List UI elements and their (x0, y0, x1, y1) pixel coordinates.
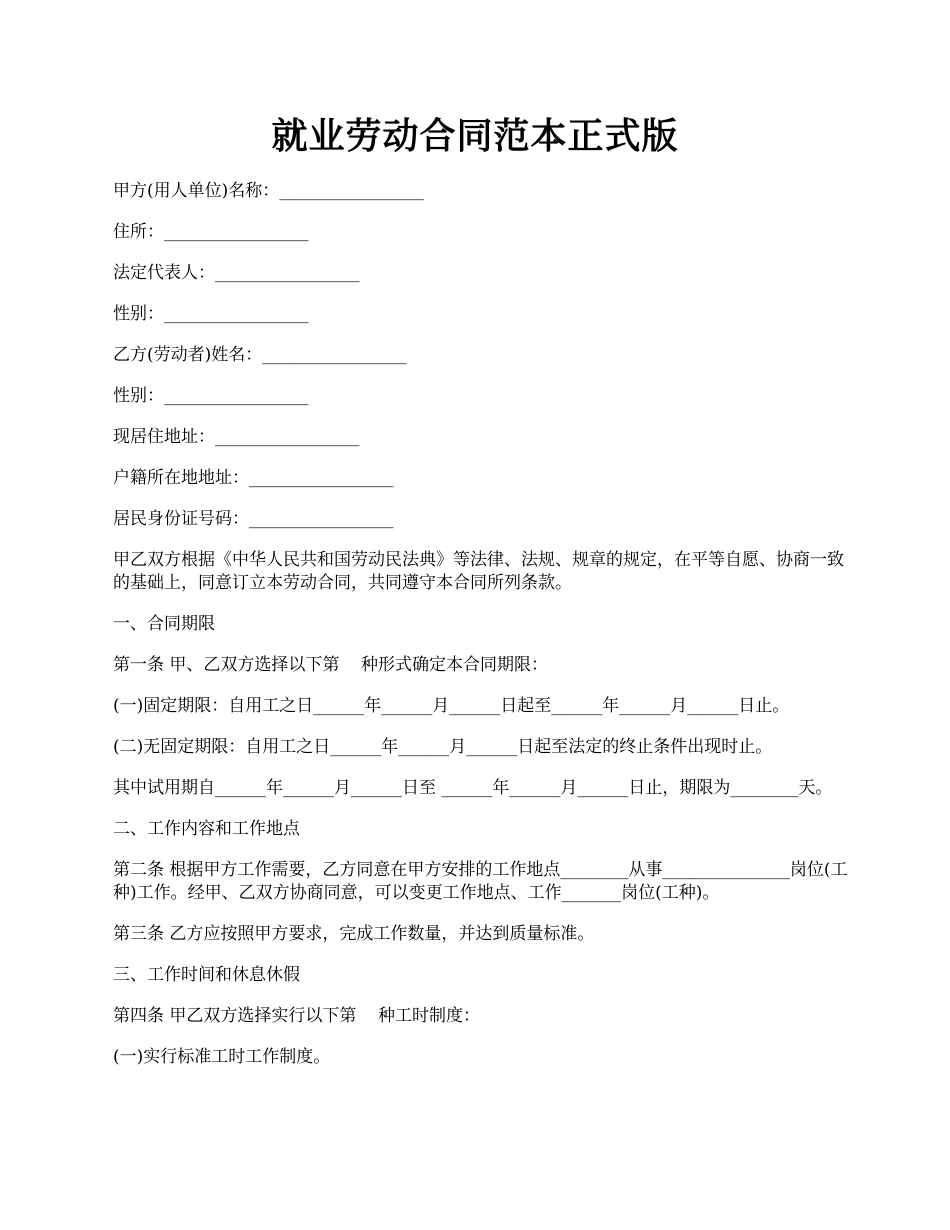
document-title: 就业劳动合同范本正式版 (271, 115, 679, 157)
open-term-option: (二)无固定期限：自用工之日______年______月______日起至法定的终止条件出现时止。 (113, 737, 773, 757)
article-4: 第四条 甲乙双方选择实行以下第 种工时制度： (113, 1006, 481, 1026)
current-address: 现居住地址：_________________ (113, 427, 360, 447)
party-a-gender: 性别：_________________ (113, 304, 309, 324)
section-heading-work-content: 二、工作内容和工作地点 (113, 819, 300, 839)
article-3: 第三条 乙方应按照甲方要求，完成工作数量，并达到质量标准。 (113, 924, 595, 944)
fixed-term-option: (一)固定期限：自用工之日______年______月______日起至______年______月______日止。 (113, 696, 790, 716)
id-number: 居民身份证号码：_________________ (113, 509, 394, 529)
article-1: 第一条 甲、乙双方选择以下第 种形式确定本合同期限： (113, 655, 549, 675)
article-2: 第二条 根据甲方工作需要，乙方同意在甲方安排的工作地点________从事_______________岗位(工种)工作。经甲、乙双方协商同意，可以变更工作地点、工作_______岗位(工种)。 (113, 860, 848, 903)
household-address: 户籍所在地地址：_________________ (113, 468, 394, 488)
party-b-gender: 性别：_________________ (113, 386, 309, 406)
section-heading-contract-term: 一、合同期限 (113, 614, 215, 634)
document-body (113, 180, 848, 1087)
preamble-paragraph: 甲乙双方根据《中华人民共和国劳动民法典》等法律、法规、规章的规定，在平等自愿、协商一致的基础上，同意订立本劳动合同，共同遵守本合同所列条款。 (113, 550, 844, 593)
section-heading-work-hours: 三、工作时间和休息休假 (113, 965, 300, 985)
party-b-name: 乙方(劳动者)姓名：_________________ (113, 345, 407, 365)
standard-hours-option: (一)实行标准工时工作制度。 (113, 1047, 331, 1067)
party-a-name: 甲方(用人单位)名称：_________________ (113, 181, 424, 201)
legal-representative: 法定代表人：_________________ (113, 263, 360, 283)
party-a-address: 住所：_________________ (113, 222, 309, 242)
probation-period: 其中试用期自______年______月______日至 ______年______月______日止，期限为________天。 (113, 778, 833, 798)
